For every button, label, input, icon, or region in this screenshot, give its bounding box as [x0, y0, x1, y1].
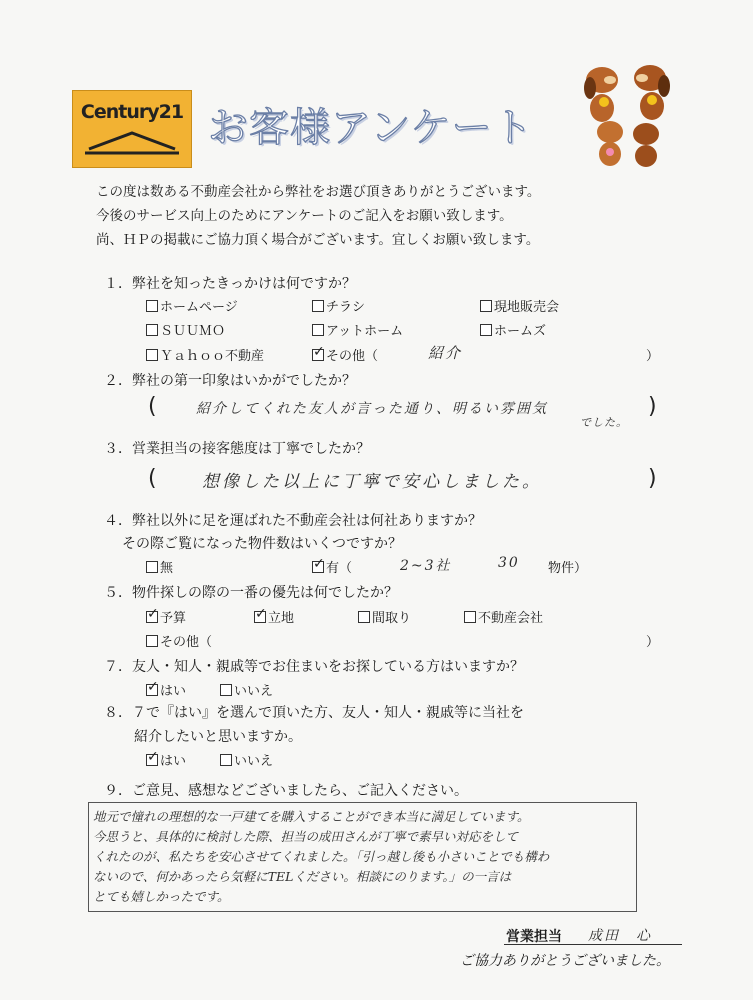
- comment-line-1: 地元で憧れの理想的な一戸建てを購入することができ本当に満足しています。: [93, 809, 530, 824]
- checkbox[interactable]: [480, 300, 492, 312]
- q1-option-other[interactable]: ✓ その他（: [312, 345, 378, 364]
- page-title: お客様アンケート: [208, 105, 534, 151]
- checkbox[interactable]: [220, 754, 232, 766]
- q1-other-answer: 紹介: [428, 344, 463, 362]
- q5-option-other[interactable]: その他（: [146, 631, 212, 650]
- q1-close-paren: ）: [646, 349, 660, 364]
- comment-line-3: くれたのが、私たちを安心させてくれました。「引っ越し後も小さいことでも構わ: [93, 849, 550, 864]
- q3-answer: 想像した以上に丁寧で安心しました。: [202, 472, 542, 492]
- q2-answer-line-2: でした。: [580, 416, 628, 429]
- q5-option-agency[interactable]: 不動産会社: [464, 607, 543, 626]
- q3-open-paren: (: [148, 466, 157, 491]
- checkbox-checked[interactable]: [254, 611, 266, 623]
- q3-close-paren: ): [648, 466, 657, 491]
- checkbox[interactable]: [146, 324, 158, 336]
- q5-question: ５．物件探しの際の一番の優先は何でしたか？: [104, 585, 398, 601]
- checkbox-checked[interactable]: [312, 349, 324, 361]
- q7-option-yes[interactable]: ✓はい: [146, 680, 186, 699]
- q5-close-paren: ）: [646, 635, 660, 650]
- q3-question: ３．営業担当の接客態度は丁寧でしたか？: [104, 441, 370, 457]
- checkbox[interactable]: [312, 300, 324, 312]
- q4-properties-unit: 物件）: [548, 561, 588, 576]
- checkbox[interactable]: [358, 611, 370, 623]
- staff-label: 営業担当: [506, 929, 562, 945]
- comment-box[interactable]: [88, 802, 637, 912]
- q4-question-line-2: その際ご覧になった物件数はいくつですか？: [122, 536, 402, 552]
- q4-properties: 30: [498, 555, 520, 571]
- checkbox-checked[interactable]: [146, 754, 158, 766]
- q4-question-line-1: ４．弊社以外に足を運ばれた不動産会社は何社ありますか？: [104, 513, 482, 529]
- q7-option-no[interactable]: いいえ: [220, 680, 273, 699]
- checkbox-checked[interactable]: [146, 611, 158, 623]
- q9-question: ９．ご意見、感想などございましたら、ご記入ください。: [104, 783, 468, 799]
- q1-option-athome[interactable]: アットホーム: [312, 320, 403, 339]
- dog-mascots-icon: [572, 58, 676, 168]
- q4-option-yes[interactable]: ✓ 有（: [312, 557, 352, 576]
- checkbox[interactable]: [146, 300, 158, 312]
- intro-line-3: 尚、ＨＰの掲載にご協力頂く場合がございます。宜しくお願い致します。: [96, 232, 540, 248]
- checkbox[interactable]: [312, 324, 324, 336]
- checkbox-checked[interactable]: [312, 561, 324, 573]
- q1-question: １．弊社を知ったきっかけは何ですか？: [104, 276, 356, 292]
- q2-answer-line-1: 紹介してくれた友人が言った通り、明るい雰囲気: [196, 401, 548, 417]
- q8-question-line-2: 紹介したいと思いますか。: [134, 729, 302, 745]
- q1-option-flyer[interactable]: チラシ: [312, 296, 365, 315]
- q4-option-none[interactable]: 無: [146, 557, 173, 576]
- q1-option-homes[interactable]: ホームズ: [480, 320, 546, 339]
- checkbox[interactable]: [146, 349, 158, 361]
- staff-name: 成田 心: [588, 928, 652, 944]
- century21-logo: [72, 90, 192, 168]
- q8-option-no[interactable]: いいえ: [220, 750, 273, 769]
- checkbox[interactable]: [464, 611, 476, 623]
- q5-option-budget[interactable]: ✓予算: [146, 607, 186, 626]
- q1-option-homepage[interactable]: ホームページ: [146, 296, 238, 315]
- q8-question-line-1: ８．７で『はい』を選んで頂いた方、友人・知人・親戚等に当社を: [104, 705, 524, 721]
- q8-option-yes[interactable]: ✓はい: [146, 750, 186, 769]
- intro-line-1: この度は数ある不動産会社から弊社をお選び頂きありがとうございます。: [96, 184, 541, 200]
- checkbox[interactable]: [480, 324, 492, 336]
- thanks-message: ご協力ありがとうございました。: [460, 953, 670, 969]
- checkbox[interactable]: [146, 635, 158, 647]
- q2-open-paren: (: [148, 394, 157, 419]
- q5-option-layout[interactable]: 間取り: [358, 607, 411, 626]
- q1-option-suumo[interactable]: ＳＵＵＭＯ: [146, 320, 225, 339]
- house-roof-icon: [83, 127, 181, 157]
- comment-line-5: とても嬉しかったです。: [93, 889, 230, 904]
- checkbox[interactable]: [146, 561, 158, 573]
- q4-companies: 2~3社: [400, 558, 452, 574]
- q2-question: ２．弊社の第一印象はいかがでしたか？: [104, 373, 356, 389]
- q5-option-location[interactable]: ✓ 立地: [254, 607, 294, 626]
- q7-question: ７．友人・知人・親戚等でお住まいをお探している方はいますか？: [104, 659, 524, 675]
- q1-option-yahoo[interactable]: Ｙａｈｏｏ不動産: [146, 345, 264, 364]
- logo-text: Century21: [80, 101, 184, 123]
- checkbox-checked[interactable]: [146, 684, 158, 696]
- comment-line-4: ないので、何かあったら気軽にTELください。相談にのります。」の一言は: [93, 869, 512, 884]
- comment-line-2: 今思うと、具体的に検討した際、担当の成田さんが丁寧で素早い対応をして: [93, 829, 519, 844]
- q1-option-open-house[interactable]: 現地販売会: [480, 296, 559, 315]
- checkbox[interactable]: [220, 684, 232, 696]
- intro-line-2: 今後のサービス向上のためにアンケートのご記入をお願い致します。: [96, 208, 513, 224]
- q2-close-paren: ): [648, 394, 657, 419]
